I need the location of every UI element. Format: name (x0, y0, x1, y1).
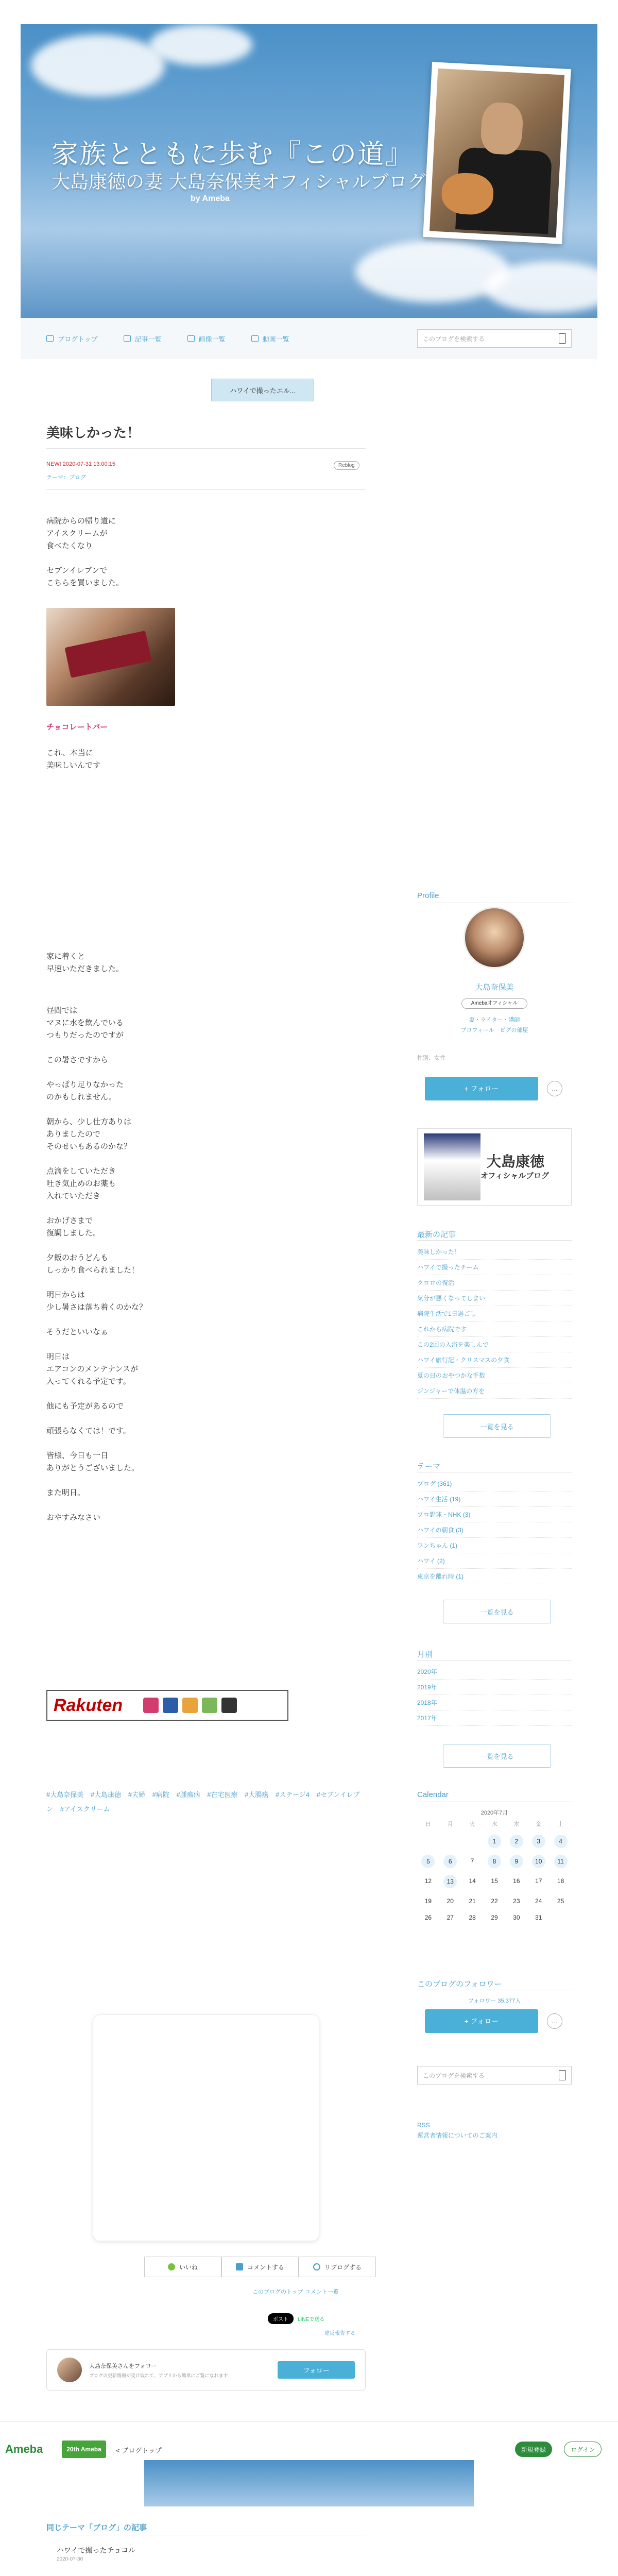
calendar-day[interactable] (439, 1857, 461, 1868)
recent-item[interactable]: ハワイ旅行記・クリスマスの夕食 (417, 1352, 572, 1368)
calendar-day-number: 17 (535, 1877, 542, 1885)
calendar-day (439, 1914, 461, 1921)
like-icon (168, 2263, 175, 2270)
mini-banner[interactable] (144, 2460, 474, 2506)
kotaka-title: 大島康徳 (487, 1153, 545, 1170)
entry-paragraph-1: 病院からの帰り道に アイスクリームが 食べたくなり セブンイレブンで こちらを買いました。 (46, 517, 124, 587)
calendar-day[interactable] (484, 1857, 506, 1868)
like-button[interactable]: いいね (144, 2257, 221, 2277)
calendar-day-number[interactable]: 10 (532, 1855, 545, 1868)
calendar-day-number: 22 (491, 1897, 498, 1905)
search-icon[interactable] (559, 2070, 566, 2080)
calendar-day-number: 21 (469, 1897, 476, 1905)
calendar-weekday: 水 (491, 1821, 497, 1827)
followers-count[interactable]: フォロワー 35,377人 (468, 1998, 521, 2004)
follow-description: ブログの更新情報が受け取れて、アプリから簡単にご覧になれます (89, 2372, 228, 2378)
calendar-day (417, 1914, 439, 1921)
calendar-day (484, 1877, 506, 1888)
calendar-day-number: 30 (513, 1914, 520, 1921)
reblog-button[interactable]: リブログする (299, 2257, 376, 2277)
calendar-day[interactable] (417, 1857, 439, 1868)
month-heading: 月別 (417, 1650, 433, 1659)
theme-item[interactable]: 東京を離れ時 (1) (417, 1569, 572, 1584)
login-button[interactable]: ログイン (564, 2442, 602, 2457)
theme-more-button[interactable]: 一覧を見る (443, 1600, 551, 1623)
follow-title: 大島奈保美さんをフォロー (89, 2363, 157, 2369)
recent-item[interactable]: 夏の日のおやつかな手数 (417, 1368, 572, 1383)
entry-paragraph-3: 家に着くと 早速いただきました。 (46, 952, 124, 973)
divider (46, 489, 366, 490)
recent-item[interactable]: 病院生活で1日過ごし (417, 1306, 572, 1321)
calendar-weekday: 木 (513, 1821, 520, 1827)
sidebar-follow-button[interactable]: + フォロー (425, 1077, 538, 1100)
calendar-day[interactable] (550, 1857, 572, 1868)
calendar-day-number: 18 (557, 1877, 564, 1885)
calendar-weekday: 月 (447, 1821, 453, 1827)
theme-item[interactable]: ブログ (361) (417, 1476, 572, 1492)
calendar-day (550, 1877, 572, 1888)
recent-item[interactable]: ハワイで撮ったチーム (417, 1260, 572, 1275)
calendar-day-number[interactable]: 11 (554, 1855, 568, 1868)
followers-more-button[interactable]: … (547, 2013, 562, 2029)
calendar-day (417, 1897, 439, 1905)
reblog-chip[interactable]: Reblog (334, 461, 359, 470)
calendar-day-number: 15 (491, 1877, 498, 1885)
calendar-day (417, 1837, 439, 1848)
same-theme-item[interactable]: ハワイで撮ったチョコル (57, 2546, 136, 2554)
hashtag-list (46, 1788, 366, 1817)
calendar-day (550, 1897, 572, 1905)
calendar-day[interactable] (484, 1837, 506, 1848)
x-post-button[interactable]: ポスト (268, 2313, 294, 2324)
calendar-day-number: 26 (424, 1914, 432, 1921)
ameba-20th-badge[interactable]: 20th Ameba (62, 2441, 106, 2458)
calendar-day[interactable] (505, 1857, 527, 1868)
blog-subtitle: 大島康徳の妻 大島奈保美オフィシャルブログ (52, 172, 426, 193)
calendar-day[interactable] (527, 1837, 550, 1848)
hashtag[interactable]: #セブンイレブン (46, 1791, 360, 1813)
month-list (417, 1664, 572, 1726)
entry-theme[interactable]: テーマ：ブログ (46, 474, 86, 481)
followers-follow-button[interactable]: + フォロー (425, 2009, 538, 2033)
theme-item[interactable]: ワンちゃん (1) (417, 1538, 572, 1553)
calendar-day (439, 1897, 461, 1905)
calendar-weekday: 火 (469, 1821, 475, 1827)
ad-box[interactable] (93, 2014, 319, 2241)
calendar-day-number: 24 (535, 1897, 542, 1905)
month-more-button[interactable]: 一覧を見る (443, 1744, 551, 1768)
official-badge: Amebaオフィシャル (461, 998, 527, 1009)
calendar (417, 1808, 572, 1921)
video-icon (251, 335, 259, 342)
calendar-day-number: 28 (469, 1914, 476, 1921)
calendar-day-number[interactable]: 4 (554, 1835, 568, 1848)
entry-paragraph-2: これ、本当に 美味しいんです (46, 749, 101, 770)
blog-search-input[interactable]: このブログを検索する (417, 329, 572, 348)
recent-item[interactable]: クロロの復活 (417, 1275, 572, 1291)
hashtag[interactable]: #大島康徳 (90, 1791, 122, 1799)
home-icon (46, 335, 54, 342)
calendar-title: 2020年7月 (480, 1810, 508, 1816)
recent-item[interactable]: ジンジャーで体温の方を (417, 1383, 572, 1399)
nav-video-list[interactable]: 動画一覧 (251, 334, 289, 344)
calendar-heading: Calendar (417, 1790, 449, 1799)
reblog-icon (313, 2263, 320, 2270)
theme-item[interactable]: ハワイ生活 (19) (417, 1492, 572, 1507)
calendar-day-number: 14 (469, 1877, 476, 1885)
same-theme-heading: 同じテーマ「ブログ」の記事 (46, 2523, 147, 2532)
blog-title: 家族とともに歩む『この道』 (52, 139, 414, 170)
share-row (268, 2313, 324, 2324)
entry-paragraph-4: 昼間では マヌに水を飲んでいる つもりだったのですが この暑さですから やっぱり足りなかった のかもしれません。 朝から、少し仕方ありは ありましたので そのせいもあるのかな？ 点滴をしていただき 吐き気止めのお薬も 入れていただき おかげさまで 復調しました。 夕飯のおうどんも しっかり食べられました！ 明日からは 少し暑さは落ち着くのかな？ そうだといいなぁ 明日は エアコンのメンテナンスが 入ってくれる予定です。 他にも予定があるので 頑張らなくては！です。 皆様、今日も一日 ありがとうございました。 また明日。 おやすみなさい (46, 1006, 147, 1522)
month-item[interactable]: 2019年 (417, 1680, 572, 1695)
calendar-day[interactable] (527, 1857, 550, 1868)
calendar-day (461, 1897, 484, 1905)
calendar-day-number: 19 (424, 1897, 432, 1905)
follow-card (46, 2349, 366, 2391)
sidebar-search-input[interactable]: このブログを検索する (417, 2066, 572, 2084)
hashtag[interactable]: #大腸癌 (245, 1791, 269, 1799)
calendar-day-number: 16 (513, 1877, 520, 1885)
recent-heading: 最新の記事 (417, 1230, 456, 1239)
calendar-day-number[interactable]: 1 (488, 1835, 501, 1848)
calendar-day (461, 1877, 484, 1888)
hashtag[interactable]: #ステージ4 (276, 1791, 310, 1799)
hashtag[interactable]: #夫婦 (128, 1791, 145, 1799)
ameba-logo[interactable]: Ameba (5, 2443, 43, 2455)
pickup-ribbon[interactable]: ハワイで撮ったエル... (211, 379, 314, 401)
calendar-day-number[interactable]: 3 (532, 1835, 545, 1848)
theme-heading: テーマ (417, 1462, 441, 1471)
kotaka-photo (424, 1133, 480, 1200)
recent-item[interactable]: これから病院です (417, 1321, 572, 1337)
follow-button[interactable]: フォロー (278, 2361, 355, 2379)
comment-icon (236, 2263, 243, 2270)
calendar-day-number: 7 (470, 1857, 474, 1865)
month-item[interactable]: 2020年 (417, 1664, 572, 1680)
calendar-day-number[interactable]: 2 (510, 1835, 523, 1848)
nav-blog-top[interactable]: ブログトップ (46, 334, 98, 344)
entry-date: NEW! 2020-07-31 13:00:15 (46, 461, 115, 467)
profile-gender: 性別：女性 (417, 1055, 445, 1061)
same-theme-date: 2020-07-30 (57, 2556, 83, 2562)
calendar-day (505, 1877, 527, 1888)
calendar-day[interactable] (505, 1837, 527, 1848)
theme-list (417, 1476, 572, 1584)
month-item[interactable]: 2017年 (417, 1710, 572, 1726)
calendar-day-number: 20 (447, 1897, 454, 1905)
calendar-day-number: 25 (557, 1897, 564, 1905)
calendar-weekday: 金 (536, 1821, 542, 1827)
recent-item[interactable]: 気分が悪くなってしまい (417, 1291, 572, 1306)
profile-description[interactable]: 妻・ライター・講師 プロフィール ピグの部屋 (460, 1017, 528, 1033)
nav-entry-list[interactable]: 記事一覧 (124, 334, 162, 344)
calendar-day[interactable] (550, 1837, 572, 1848)
calendar-day-number: 27 (447, 1914, 454, 1921)
calendar-day (550, 1914, 572, 1921)
profile-avatar[interactable] (464, 907, 525, 969)
calendar-weekday: 土 (558, 1821, 564, 1827)
theme-item[interactable]: ハワイの朝食 (3) (417, 1522, 572, 1538)
calendar-day-number: 12 (424, 1877, 432, 1885)
search-icon[interactable] (559, 333, 566, 344)
entry-actions (144, 2257, 376, 2277)
blog-header-banner[interactable] (21, 24, 597, 318)
list-icon (124, 335, 131, 342)
photo-caption: チョコレートバー (46, 723, 108, 732)
hashtag[interactable]: #腫瘍病 (176, 1791, 200, 1799)
image-icon (187, 335, 195, 342)
avatar (57, 2358, 82, 2382)
more-options-button[interactable]: … (547, 1081, 562, 1096)
kotaka-blog-banner[interactable] (417, 1128, 572, 1206)
recent-item[interactable]: 美味しかった！ (417, 1244, 572, 1260)
nav-image-list[interactable]: 画像一覧 (187, 334, 226, 344)
calendar-day-number[interactable]: 6 (443, 1855, 457, 1868)
calendar-weekday: 日 (425, 1821, 431, 1827)
calendar-day (461, 1914, 484, 1921)
hashtag[interactable]: #大島奈保美 (46, 1791, 84, 1799)
calendar-day (505, 1914, 527, 1921)
theme-item[interactable]: ハワイ (2) (417, 1553, 572, 1569)
global-nav (21, 318, 597, 359)
calendar-day (439, 1837, 461, 1848)
calendar-day-number[interactable]: 5 (421, 1855, 435, 1868)
kotaka-subtitle: オフィシャルブログ (480, 1171, 550, 1180)
calendar-day (484, 1897, 506, 1905)
followers-heading: このブログのフォロワー (417, 1980, 502, 1989)
entry-footer-links[interactable]: このブログのトップ コメント一覧 (252, 2289, 339, 2295)
calendar-day[interactable] (439, 1877, 461, 1888)
calendar-day-number[interactable]: 9 (510, 1855, 523, 1868)
calendar-day (461, 1837, 484, 1848)
header-photo (423, 62, 571, 244)
report-link[interactable]: 違反報告する (324, 2331, 355, 2336)
calendar-day (527, 1897, 550, 1905)
calendar-day (505, 1897, 527, 1905)
recent-list (417, 1244, 572, 1399)
calendar-day-number[interactable]: 8 (488, 1855, 501, 1868)
calendar-day (527, 1877, 550, 1888)
rss-links[interactable]: RSS 運営者情報についてのご案内 (417, 2122, 497, 2139)
rakuten-bag-icons (143, 1698, 237, 1713)
rakuten-logo: Rakuten (54, 1695, 123, 1715)
divider (46, 448, 366, 449)
calendar-grid (417, 1820, 572, 1921)
calendar-day-number: 31 (535, 1914, 542, 1921)
calendar-day (417, 1877, 439, 1888)
hashtag[interactable]: #在宅医療 (207, 1791, 238, 1799)
recent-more-button[interactable]: 一覧を見る (443, 1414, 551, 1438)
calendar-day-number: 29 (491, 1914, 498, 1921)
calendar-day (461, 1857, 484, 1868)
profile-name[interactable]: 大島奈保美 (475, 983, 514, 992)
calendar-day-number: 23 (513, 1897, 520, 1905)
profile-heading: Profile (417, 891, 439, 900)
rakuten-banner[interactable] (46, 1690, 288, 1721)
register-button[interactable]: 新規登録 (515, 2442, 552, 2457)
line-share-button[interactable]: LINEで送る (298, 2317, 325, 2323)
divider (417, 1240, 572, 1241)
theme-item[interactable]: プロ野球・NHK (3) (417, 1507, 572, 1522)
hashtag[interactable]: #病院 (152, 1791, 169, 1799)
blog-top-link[interactable]: < ブログトップ (116, 2447, 162, 2454)
hashtag[interactable]: #アイスクリーム (60, 1805, 110, 1813)
recent-item[interactable]: この2回の入浴を楽しんで (417, 1337, 572, 1352)
calendar-day (527, 1914, 550, 1921)
comment-button[interactable]: コメントする (221, 2257, 299, 2277)
chocolate-bar-photo[interactable] (46, 608, 175, 706)
month-item[interactable]: 2018年 (417, 1695, 572, 1710)
calendar-day (484, 1914, 506, 1921)
ameba-by-label: by Ameba (191, 194, 230, 203)
calendar-day-number[interactable]: 13 (443, 1875, 457, 1888)
entry-title[interactable]: 美味しかった！ (46, 425, 141, 440)
